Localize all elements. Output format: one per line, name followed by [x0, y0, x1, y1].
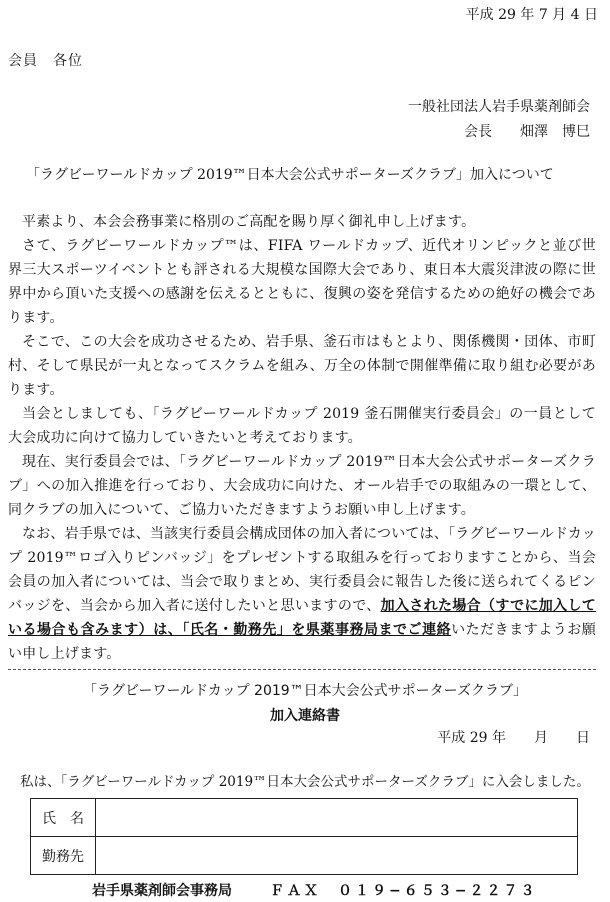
- letter-body: [8, 210, 596, 666]
- name-field[interactable]: [96, 799, 578, 837]
- paragraph-preparation: そこで、この大会を成功させるため、岩手県、釜石市はもとより、関係機関・団体、市町村、そして県民が一丸となってスクラムを組み、万全の体制で開催準備に取り組む必要があります。: [8, 334, 596, 398]
- paragraph-pin-badge: [8, 522, 596, 666]
- office-name: 岩手県薬剤師会事務局: [92, 883, 232, 899]
- form-statement: 私は、「ラグビーワールドカップ 2019™日本大会公式サポーターズクラブ」に入会しました。: [20, 774, 590, 790]
- pin-badge-closing: いただきますようお願い申し上げます。: [8, 622, 597, 662]
- footer-contact: [92, 880, 537, 900]
- form-date: 平成 29 年 月 日: [437, 730, 590, 746]
- cut-line-divider: [8, 669, 596, 670]
- subject-line: 「ラグビーワールドカップ 2019™日本大会公式サポーターズクラブ」加入について: [26, 167, 554, 183]
- president-name: 会長 畑澤 博巳: [464, 124, 590, 140]
- form-title: 「ラグビーワールドカップ 2019™日本大会公式サポーターズクラブ」: [83, 683, 527, 699]
- form-row-name: [31, 799, 578, 837]
- paragraph-supporters-club: 現在、実行委員会では、「ラグビーワールドカップ 2019™日本大会公式サポーターズクラブ」への加入推進を行っており、大会成功に向けた、オール岩手での取組みの一環として、同クラブの加入について、ご協力いただきますようお願い申し上げます。: [8, 454, 596, 518]
- paragraph-about-world-cup: さて、ラグビーワールドカップ™は、FIFA ワールドカップ、近代オリンピックと並び世界三大スポーツイベントとも評される大規模な国際大会であり、東日本大震災津波の際に世界中から頂いた支援への感謝を伝えるとともに、復興の姿を発信するための絶好の機会であります。: [8, 238, 596, 326]
- document-date: 平成 29 年 7 月 4 日: [465, 7, 598, 23]
- form-row-workplace: [31, 837, 578, 875]
- registration-form-table: [30, 798, 578, 875]
- name-label: 氏 名: [31, 799, 96, 837]
- pin-badge-text: なお、岩手県では、当該実行委員会構成団体の加入者については、「ラグビーワールドカップ 2019™ロゴ入りピンバッジ」をプレゼントする取組みを行っておりますことから、当会会員の加入者については、当会で取りまとめ、実行委員会に報告した後に送られてくるピンバッジを、当会から加入者に送付したいと思いますので、: [8, 526, 596, 614]
- workplace-label: 勤務先: [31, 837, 96, 875]
- organization-name: 一般社団法人岩手県薬剤師会: [408, 99, 590, 115]
- paragraph-association-role: 当会としましても、「ラグビーワールドカップ 2019 釜石開催実行委員会」の一員として大会成功に向けて協力していきたいと考えております。: [8, 406, 596, 446]
- workplace-field[interactable]: [96, 837, 578, 875]
- recipient-line: 会員 各位: [8, 53, 83, 69]
- form-subtitle: 加入連絡書: [270, 708, 340, 724]
- paragraph-greeting: 平素より、本会会務事業に格別のご高配を賜り厚く御礼申し上げます。: [22, 214, 476, 230]
- contact-request-emphasis: 加入された場合（すでに加入している場合も含みます）は、「氏名・勤務先」を県薬事務局までご連絡: [8, 598, 597, 638]
- fax-number: ＦＡＸ ０１９−６５３−２２７３: [270, 883, 538, 899]
